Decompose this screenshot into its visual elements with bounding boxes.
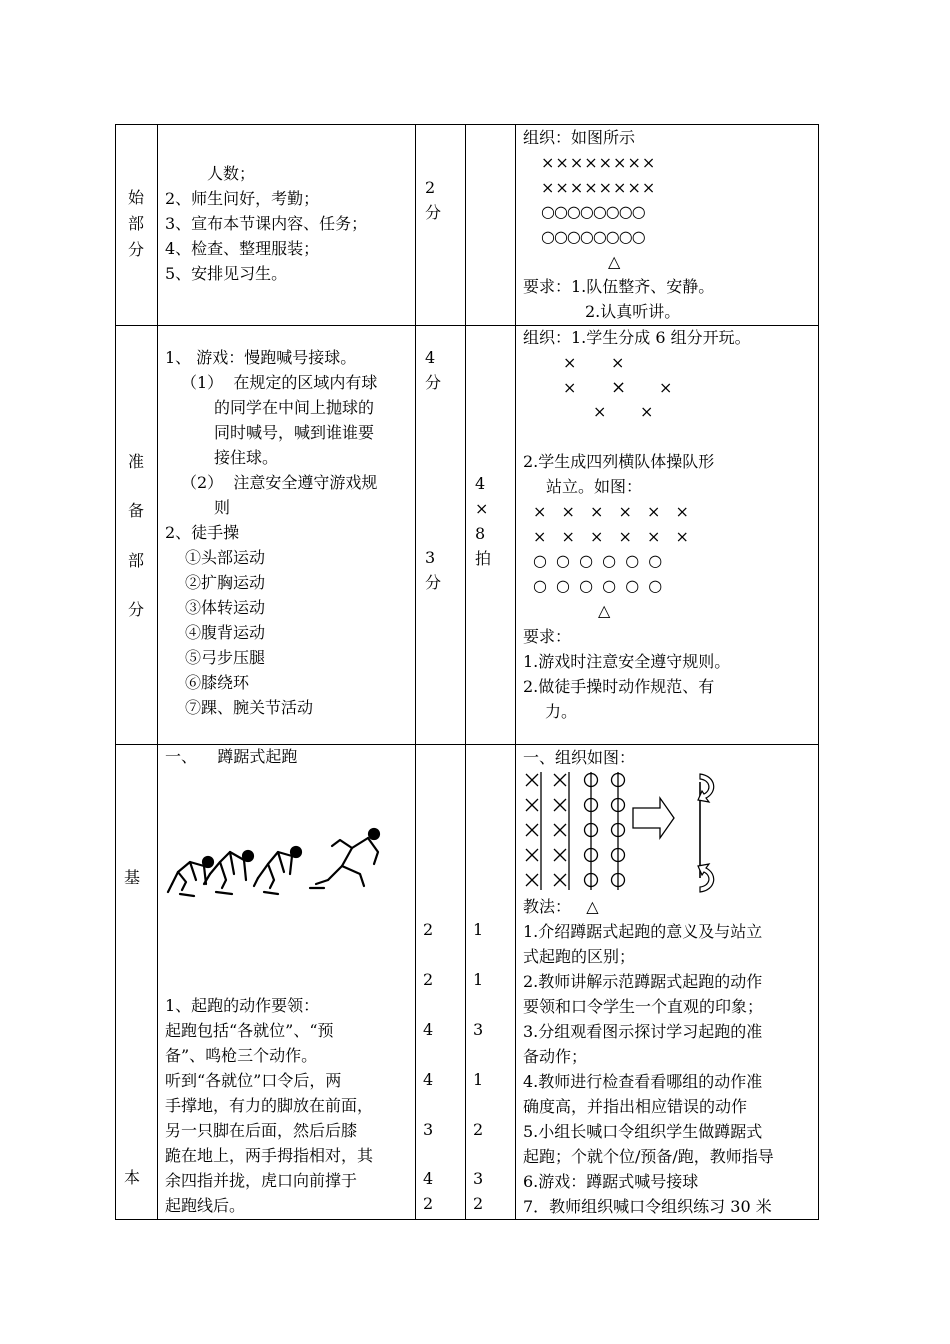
- org-title: 组织：1.学生分成 6 组分开玩。: [523, 328, 751, 347]
- org-title: 一、组织如图：: [523, 748, 636, 767]
- time-value: 3: [423, 1120, 434, 1139]
- requirement-line: 2.做徒手操时动作规范、有: [523, 677, 715, 696]
- scatter-mark: ×: [563, 378, 577, 397]
- scatter-mark: ×: [611, 353, 625, 372]
- content-line: 则: [214, 498, 231, 517]
- basic-heading: 一、 蹲踞式起跑: [165, 747, 298, 766]
- section-char: 本: [124, 1168, 141, 1187]
- exercise-item: ⑤弓步压腿: [185, 648, 266, 667]
- step-line: 要领和口令学生一个直观的印象；: [523, 997, 764, 1016]
- count-value: 4: [475, 474, 486, 493]
- step-line: 式起跑的区别；: [523, 947, 636, 966]
- time-unit: 分: [425, 203, 442, 222]
- time-unit: 分: [425, 373, 442, 392]
- table-border-bottom: [115, 1219, 819, 1220]
- formation-row: × × × × × ×: [533, 502, 694, 521]
- step-line: 7．教师组织喊口令组织练习 30 米: [523, 1197, 772, 1216]
- time-value: 4: [425, 348, 436, 367]
- requirement-line: 要求：1.队伍整齐、安静。: [523, 277, 715, 296]
- exercise-item: ⑥膝绕环: [185, 673, 250, 692]
- content-line: 同时喊号，喊到谁谁要: [214, 423, 375, 442]
- scatter-mark: ×: [563, 353, 577, 372]
- org-title: 组织：如图所示: [523, 128, 636, 147]
- requirement-line: 2.认真听讲。: [585, 302, 681, 321]
- section-char: 始: [128, 188, 145, 207]
- teacher-triangle: △: [598, 601, 611, 620]
- content-line: （1） 在规定的区域内有球: [181, 373, 378, 392]
- content-line: 接住球。: [214, 448, 279, 467]
- formation-row: ××××××××: [541, 178, 657, 197]
- essential-line: 手撑地，有力的脚放在前面，: [165, 1096, 374, 1115]
- scatter-mark: ×: [640, 402, 654, 421]
- time-value: 2: [423, 920, 434, 939]
- exercise-item: ④腹背运动: [185, 623, 266, 642]
- section-char: 分: [128, 240, 145, 259]
- org-line: 站立。如图：: [546, 477, 643, 496]
- formation-row: × × × × × ×: [533, 527, 694, 546]
- table-border-top: [115, 124, 819, 125]
- count-value: 2: [473, 1194, 484, 1213]
- step-line: 起跑；个就个位/预备/跑，教师指导: [523, 1147, 774, 1166]
- content-line: 1、 游戏：慢跑喊号接球。: [165, 348, 357, 367]
- count-value: 1: [473, 920, 484, 939]
- essential-line: 备”、鸣枪三个动作。: [165, 1046, 318, 1065]
- teacher-triangle: △: [608, 252, 621, 271]
- student-cross-marks: [526, 774, 566, 886]
- exercise-item: ②扩胸运动: [185, 573, 266, 592]
- exercise-item: ③体转运动: [185, 598, 266, 617]
- formation-row: ○○○○○○○○: [541, 202, 645, 221]
- time-value: 4: [423, 1070, 434, 1089]
- step-line: 5.小组长喊口令组织学生做蹲踞式: [523, 1122, 763, 1141]
- content-line: 人数；: [207, 164, 256, 183]
- scatter-mark: ×: [659, 378, 673, 397]
- content-line: （2） 注意安全遵守游戏规: [181, 473, 378, 492]
- step-line: 确度高，并指出相应错误的动作: [523, 1097, 748, 1116]
- essential-line: 1、起跑的动作要领：: [165, 996, 320, 1015]
- count-unit: 拍: [475, 549, 492, 568]
- section-char: 准: [128, 452, 145, 471]
- col-line-2: [157, 124, 158, 1220]
- time-unit: 分: [425, 573, 442, 592]
- crouch-start-illustration: [160, 822, 390, 902]
- section-char: 部: [128, 551, 145, 570]
- exercise-item: ⑦踝、腕关节活动: [185, 698, 314, 717]
- section-char: 基: [124, 868, 141, 887]
- step-line: 2.教师讲解示范蹲踞式起跑的动作: [523, 972, 763, 991]
- requirement-line: 力。: [545, 702, 578, 721]
- content-line: 3、宣布本节课内容、任务；: [165, 214, 368, 233]
- count-value: 3: [473, 1020, 484, 1039]
- requirement-line: 1.游戏时注意安全遵守规则。: [523, 652, 731, 671]
- col-line-3: [415, 124, 416, 1220]
- formation-row: ○ ○ ○ ○ ○ ○: [533, 551, 665, 570]
- step-line: 4.教师进行检查看看哪组的动作准: [523, 1072, 763, 1091]
- step-line: 1.介绍蹲踞式起跑的意义及与站立: [523, 922, 763, 941]
- exercise-item: ①头部运动: [185, 548, 266, 567]
- time-value: 2: [425, 178, 436, 197]
- method-line: 教法： △: [523, 897, 599, 916]
- essential-line: 听到“各就位”口令后，两: [165, 1071, 342, 1090]
- count-value: 1: [473, 1070, 484, 1089]
- formation-row: ○ ○ ○ ○ ○ ○: [533, 576, 665, 595]
- direction-arrow: [633, 798, 674, 838]
- formation-row: ○○○○○○○○: [541, 227, 645, 246]
- count-value: 2: [473, 1120, 484, 1139]
- essential-line: 起跑线后。: [165, 1196, 246, 1215]
- formation-row: ××××××××: [541, 153, 657, 172]
- col-line-1: [115, 124, 116, 1220]
- content-line: 的同学在中间上抛球的: [214, 398, 375, 417]
- essential-line: 另一只脚在后面，然后后膝: [165, 1121, 358, 1140]
- time-value: 2: [423, 970, 434, 989]
- requirement-title: 要求：: [523, 627, 572, 646]
- count-value: 3: [473, 1169, 484, 1188]
- content-line: 2、徒手操: [165, 523, 240, 542]
- section-char: 备: [128, 501, 145, 520]
- time-value: 4: [423, 1020, 434, 1039]
- section-char: 部: [128, 214, 145, 233]
- content-line: 5、安排见习生。: [165, 264, 288, 283]
- step-line: 3.分组观看图示探讨学习起跑的准: [523, 1022, 763, 1041]
- scatter-mark: ×: [593, 402, 607, 421]
- count-value: 1: [473, 970, 484, 989]
- lane-formation-diagram: [520, 770, 740, 900]
- col-line-4: [465, 124, 466, 1220]
- count-value: ×: [475, 499, 489, 518]
- col-line-6: [818, 124, 819, 1220]
- essential-line: 起跑包括“各就位”、“预: [165, 1021, 334, 1040]
- org-line: 2.学生成四列横队体操队形: [523, 452, 715, 471]
- section-char: 分: [128, 600, 145, 619]
- essential-line: 跪在地上，两手拇指相对，其: [165, 1146, 374, 1165]
- col-line-5: [515, 124, 516, 1220]
- step-line: 备动作；: [523, 1047, 588, 1066]
- time-value: 4: [423, 1169, 434, 1188]
- step-line: 6.游戏：蹲踞式喊号接球: [523, 1172, 699, 1191]
- scatter-mark: ×: [611, 377, 627, 398]
- count-value: 8: [475, 524, 486, 543]
- time-value: 3: [425, 548, 436, 567]
- time-value: 2: [423, 1194, 434, 1213]
- row-divider-1: [115, 325, 819, 326]
- essential-line: 余四指并拢，虎口向前撑于: [165, 1171, 358, 1190]
- content-line: 2、师生问好，考勤；: [165, 189, 320, 208]
- content-line: 4、检查、整理服装；: [165, 239, 320, 258]
- row-divider-2: [115, 744, 819, 745]
